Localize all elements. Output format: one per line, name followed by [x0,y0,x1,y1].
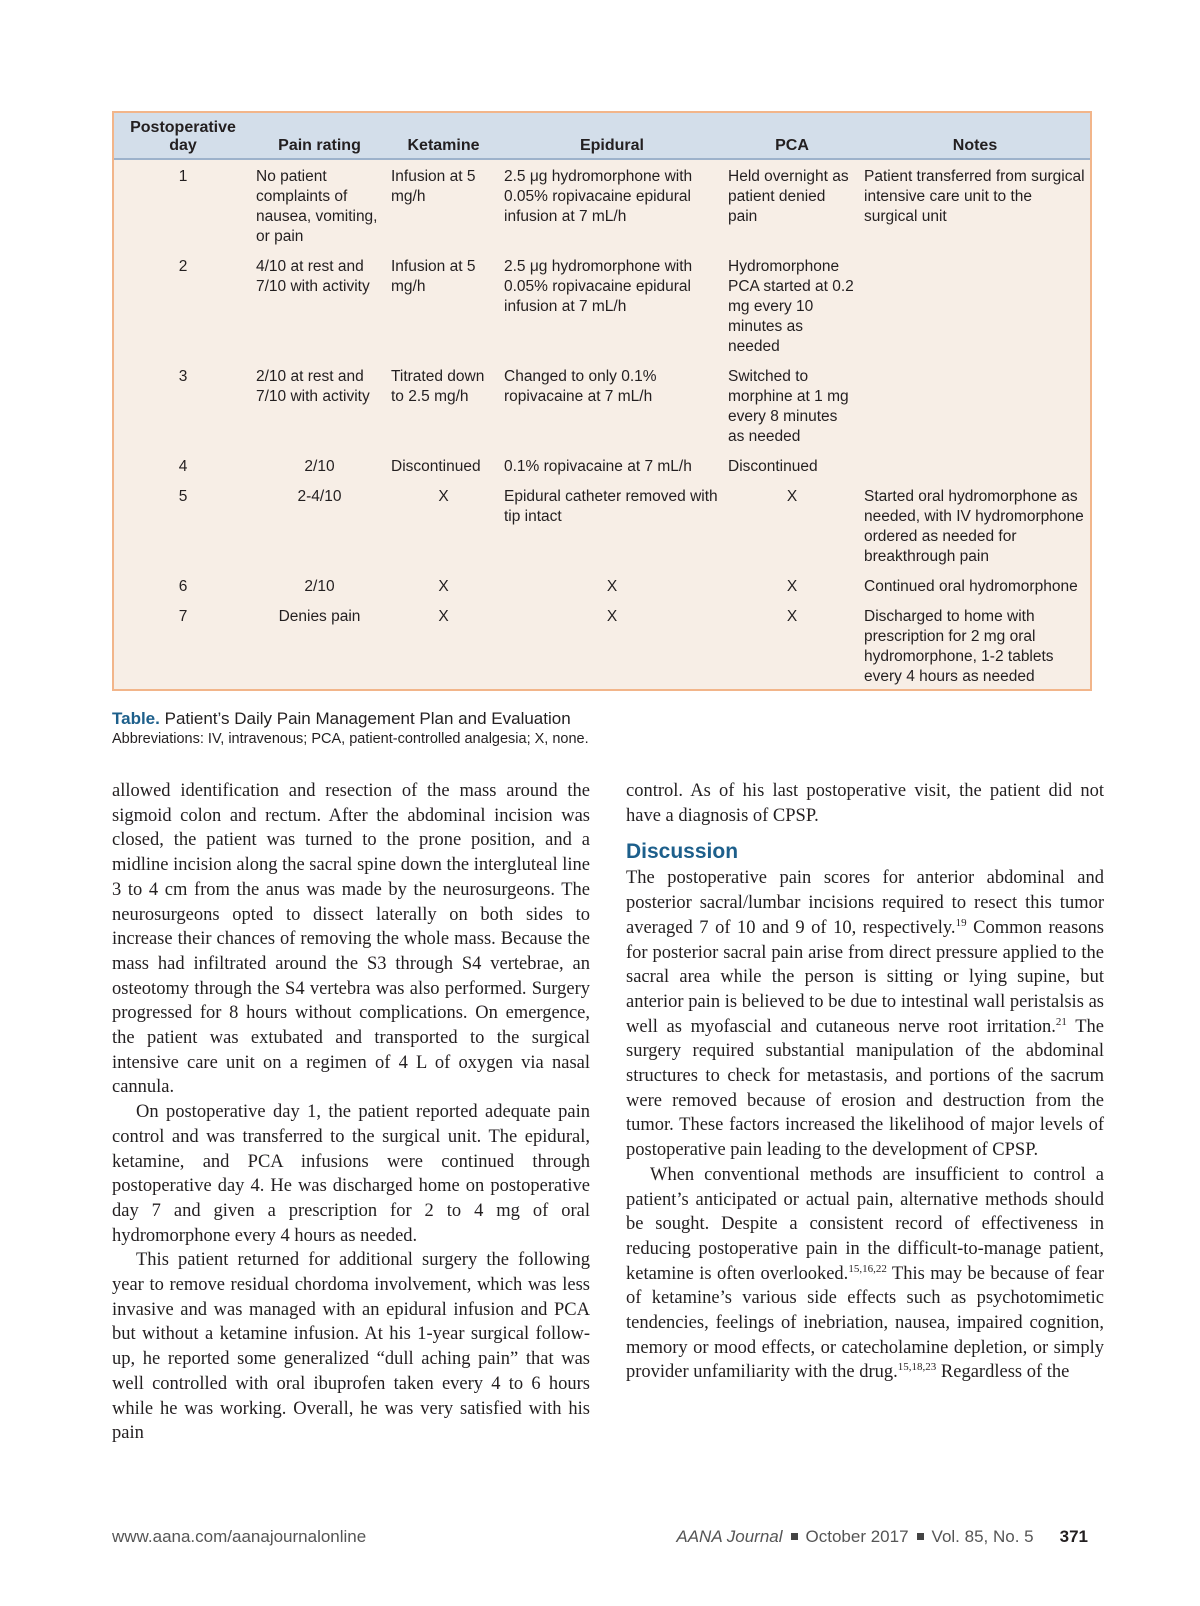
header-pain-rating: Pain rating [252,113,387,159]
cell-pca: Held overnight as patient denied pain [728,168,849,225]
footer-url[interactable]: www.aana.com/aanajournalonline [112,1527,367,1546]
header-notes: Notes [860,113,1090,159]
table-caption [112,709,589,748]
citation-ref: 21 [1055,1015,1067,1028]
paragraph: control. As of his last postoperative visit, the patient did not have a diagnosis of CPSP. [626,781,1104,826]
caption-title [112,709,589,729]
cell-pain: Denies pain [278,608,361,625]
cell-ketamine: Titrated down to 2.5 mg/h [391,368,485,405]
cell-pain: 4/10 at rest and 7/10 with activity [256,258,370,295]
body-column-left [112,779,590,1446]
cell-ketamine: X [438,488,449,505]
cell-day: 7 [178,608,188,625]
caption-abbreviations: Abbreviations: IV, intravenous; PCA, patient-controlled analgesia; X, none. [112,731,589,747]
citation-ref: 19 [955,916,967,929]
page-number: 371 [1059,1527,1088,1546]
paragraph: This patient returned for additional surgery the following year to remove residual chordoma involvement, which was less invasive and was managed with an epidural infusion and PCA but without a ketamine infusion. At his 1-year surgical follow-up, he reported some generalized “dull aching pain” that was well controlled with oral ibuprofen taken every 4 to 6 hours while he was working. Overall, he was very satisfied with his pain [112,1250,590,1444]
cell-pain: No patient complaints of nausea, vomiting, or pain [256,168,378,245]
paragraph: When conventional methods are insufficient to control a patient’s anticipated or actual pain, alternative methods should be sought. Despite a consistent record of effectiveness in reducing postoperative pain in the difficult-to-manage patient, ketamine is often overlooked.$^{15,16,22}$ This may be because of fear of ketamine’s various side effects such as psychotomimetic tendencies, feelings of inebriation, nausea, impaired cognition, memory or mood effects, or catecholamine depletion, or simply provider unfamiliarity with the drug.$^{15,18,23}$ Regardless of the [626,1164,1104,1383]
header-pca: PCA [724,113,860,159]
table-row [114,452,1090,482]
journal-name: AANA Journal [676,1527,783,1546]
cell-notes [860,362,1090,452]
pain-management-table-box [112,111,1092,691]
cell-pca: X [786,488,798,505]
cell-pca: Switched to morphine at 1 mg every 8 minutes as needed [728,368,849,445]
cell-pca: Hydromorphone PCA started at 0.2 mg every 10 minutes as needed [728,258,854,355]
table-row [114,159,1090,252]
cell-epidural: 0.1% ropivacaine at 7 mL/h [504,458,692,475]
cell-pca: Discontinued [728,458,818,475]
cell-epidural: 2.5 μg hydromorphone with 0.05% ropivacaine epidural infusion at 7 mL/h [504,258,693,315]
header-ketamine: Ketamine [387,113,500,159]
cell-day: 6 [178,578,188,595]
table-header-row [114,113,1090,159]
cell-pca: X [786,578,798,595]
cell-notes [860,252,1090,362]
cell-epidural: X [606,578,618,595]
cell-pain: 2-4/10 [297,488,342,505]
cell-pain: 2/10 at rest and 7/10 with activity [256,368,370,405]
table-row [114,602,1090,689]
footer-journal-info [676,1527,1088,1547]
section-heading-discussion: Discussion [626,840,739,864]
table-row [114,482,1090,572]
paragraph: allowed identification and resection of the mass around the sigmoid colon and rectum. After the abdominal incision was closed, the patient was turned to the prone position, and a midline incision along the sacral spine down the intergluteal line 3 to 4 cm from the anus was made by the neurosurgeons. The neurosurgeons opted to dissect laterally on both sides to increase their chances of removing the whole mass. Because the mass had infiltrated around the S3 through S4 vertebrae, an osteotomy through the S4 vertebra was also performed. Surgery progressed for 8 hours without complications. On emergence, the patient was extubated and transported to the surgical intensive care unit on a regimen of 4 L of oxygen via nasal cannula. [112,781,590,1098]
cell-day: 4 [178,458,188,475]
separator-square-icon [917,1533,924,1540]
cell-pain: 2/10 [304,458,335,475]
cell-notes: Continued oral hydromorphone [864,578,1078,595]
caption-label: Table. [112,709,160,728]
cell-pain: 2/10 [304,578,335,595]
issue-date: October 2017 [805,1527,909,1546]
cell-day: 1 [178,168,188,185]
cell-ketamine: Infusion at 5 mg/h [391,258,476,295]
cell-epidural: X [606,608,618,625]
body-column-right [626,779,1104,1385]
paragraph: The postoperative pain scores for anterior abdominal and posterior sacral/lumbar incisions required to resect this tumor averaged 7 of 10 and 9 of 10, respectively.$^{19}$ Common reasons for posterior sacral pain arise from direct pressure applied to the sacral area while the person is sitting or lying supine, but anterior pain is believed to be due to intestinal wall peristalsis as well as myofascial and cutaneous nerve root irritation.$^{21}$ The surgery required substantial manipulation of the abdominal structures to check for metastasis, and portions of the sacrum were removed because of erosion and destruction from the tumor. These factors increased the likelihood of major levels of postoperative pain leading to the development of CPSP. [626,868,1104,1161]
citation-ref: 15,18,23 [897,1361,937,1374]
cell-ketamine: X [438,578,449,595]
citation-ref: 15,16,22 [848,1262,887,1275]
table-row [114,362,1090,452]
cell-ketamine: X [438,608,449,625]
cell-ketamine: Infusion at 5 mg/h [391,168,476,205]
cell-day: 2 [178,258,188,275]
cell-notes: Discharged to home with prescription for 2 mg oral hydromorphone, 1-2 tablets every 4 hours as needed [864,608,1054,685]
volume-number: Vol. 85, No. 5 [931,1527,1034,1546]
separator-square-icon [791,1533,798,1540]
cell-notes: Started oral hydromorphone as needed, with IV hydromorphone ordered as needed for breakthrough pain [864,488,1084,565]
caption-title-text: Patient’s Daily Pain Management Plan and Evaluation [164,709,571,728]
header-postoperative-day: Postoperative day [114,113,252,159]
cell-epidural: Changed to only 0.1% ropivacaine at 7 mL/h [504,368,657,405]
cell-epidural: Epidural catheter removed with tip intact [504,488,718,525]
table-row [114,252,1090,362]
cell-epidural: 2.5 μg hydromorphone with 0.05% ropivacaine epidural infusion at 7 mL/h [504,168,693,225]
cell-notes [860,452,1090,482]
paragraph: On postoperative day 1, the patient reported adequate pain control and was transferred to the surgical unit. The epidural, ketamine, and PCA infusions were continued through postoperative day 4. He was discharged home on postoperative day 7 and given a prescription for 2 to 4 mg of oral hydromorphone every 4 hours as needed. [112,1102,590,1246]
cell-notes: Patient transferred from surgical intensive care unit to the surgical unit [864,168,1085,225]
cell-ketamine: Discontinued [391,458,481,475]
cell-day: 5 [178,488,188,505]
table-row [114,572,1090,602]
header-epidural: Epidural [500,113,724,159]
pain-management-table [114,113,1090,689]
cell-day: 3 [178,368,188,385]
cell-pca: X [786,608,798,625]
